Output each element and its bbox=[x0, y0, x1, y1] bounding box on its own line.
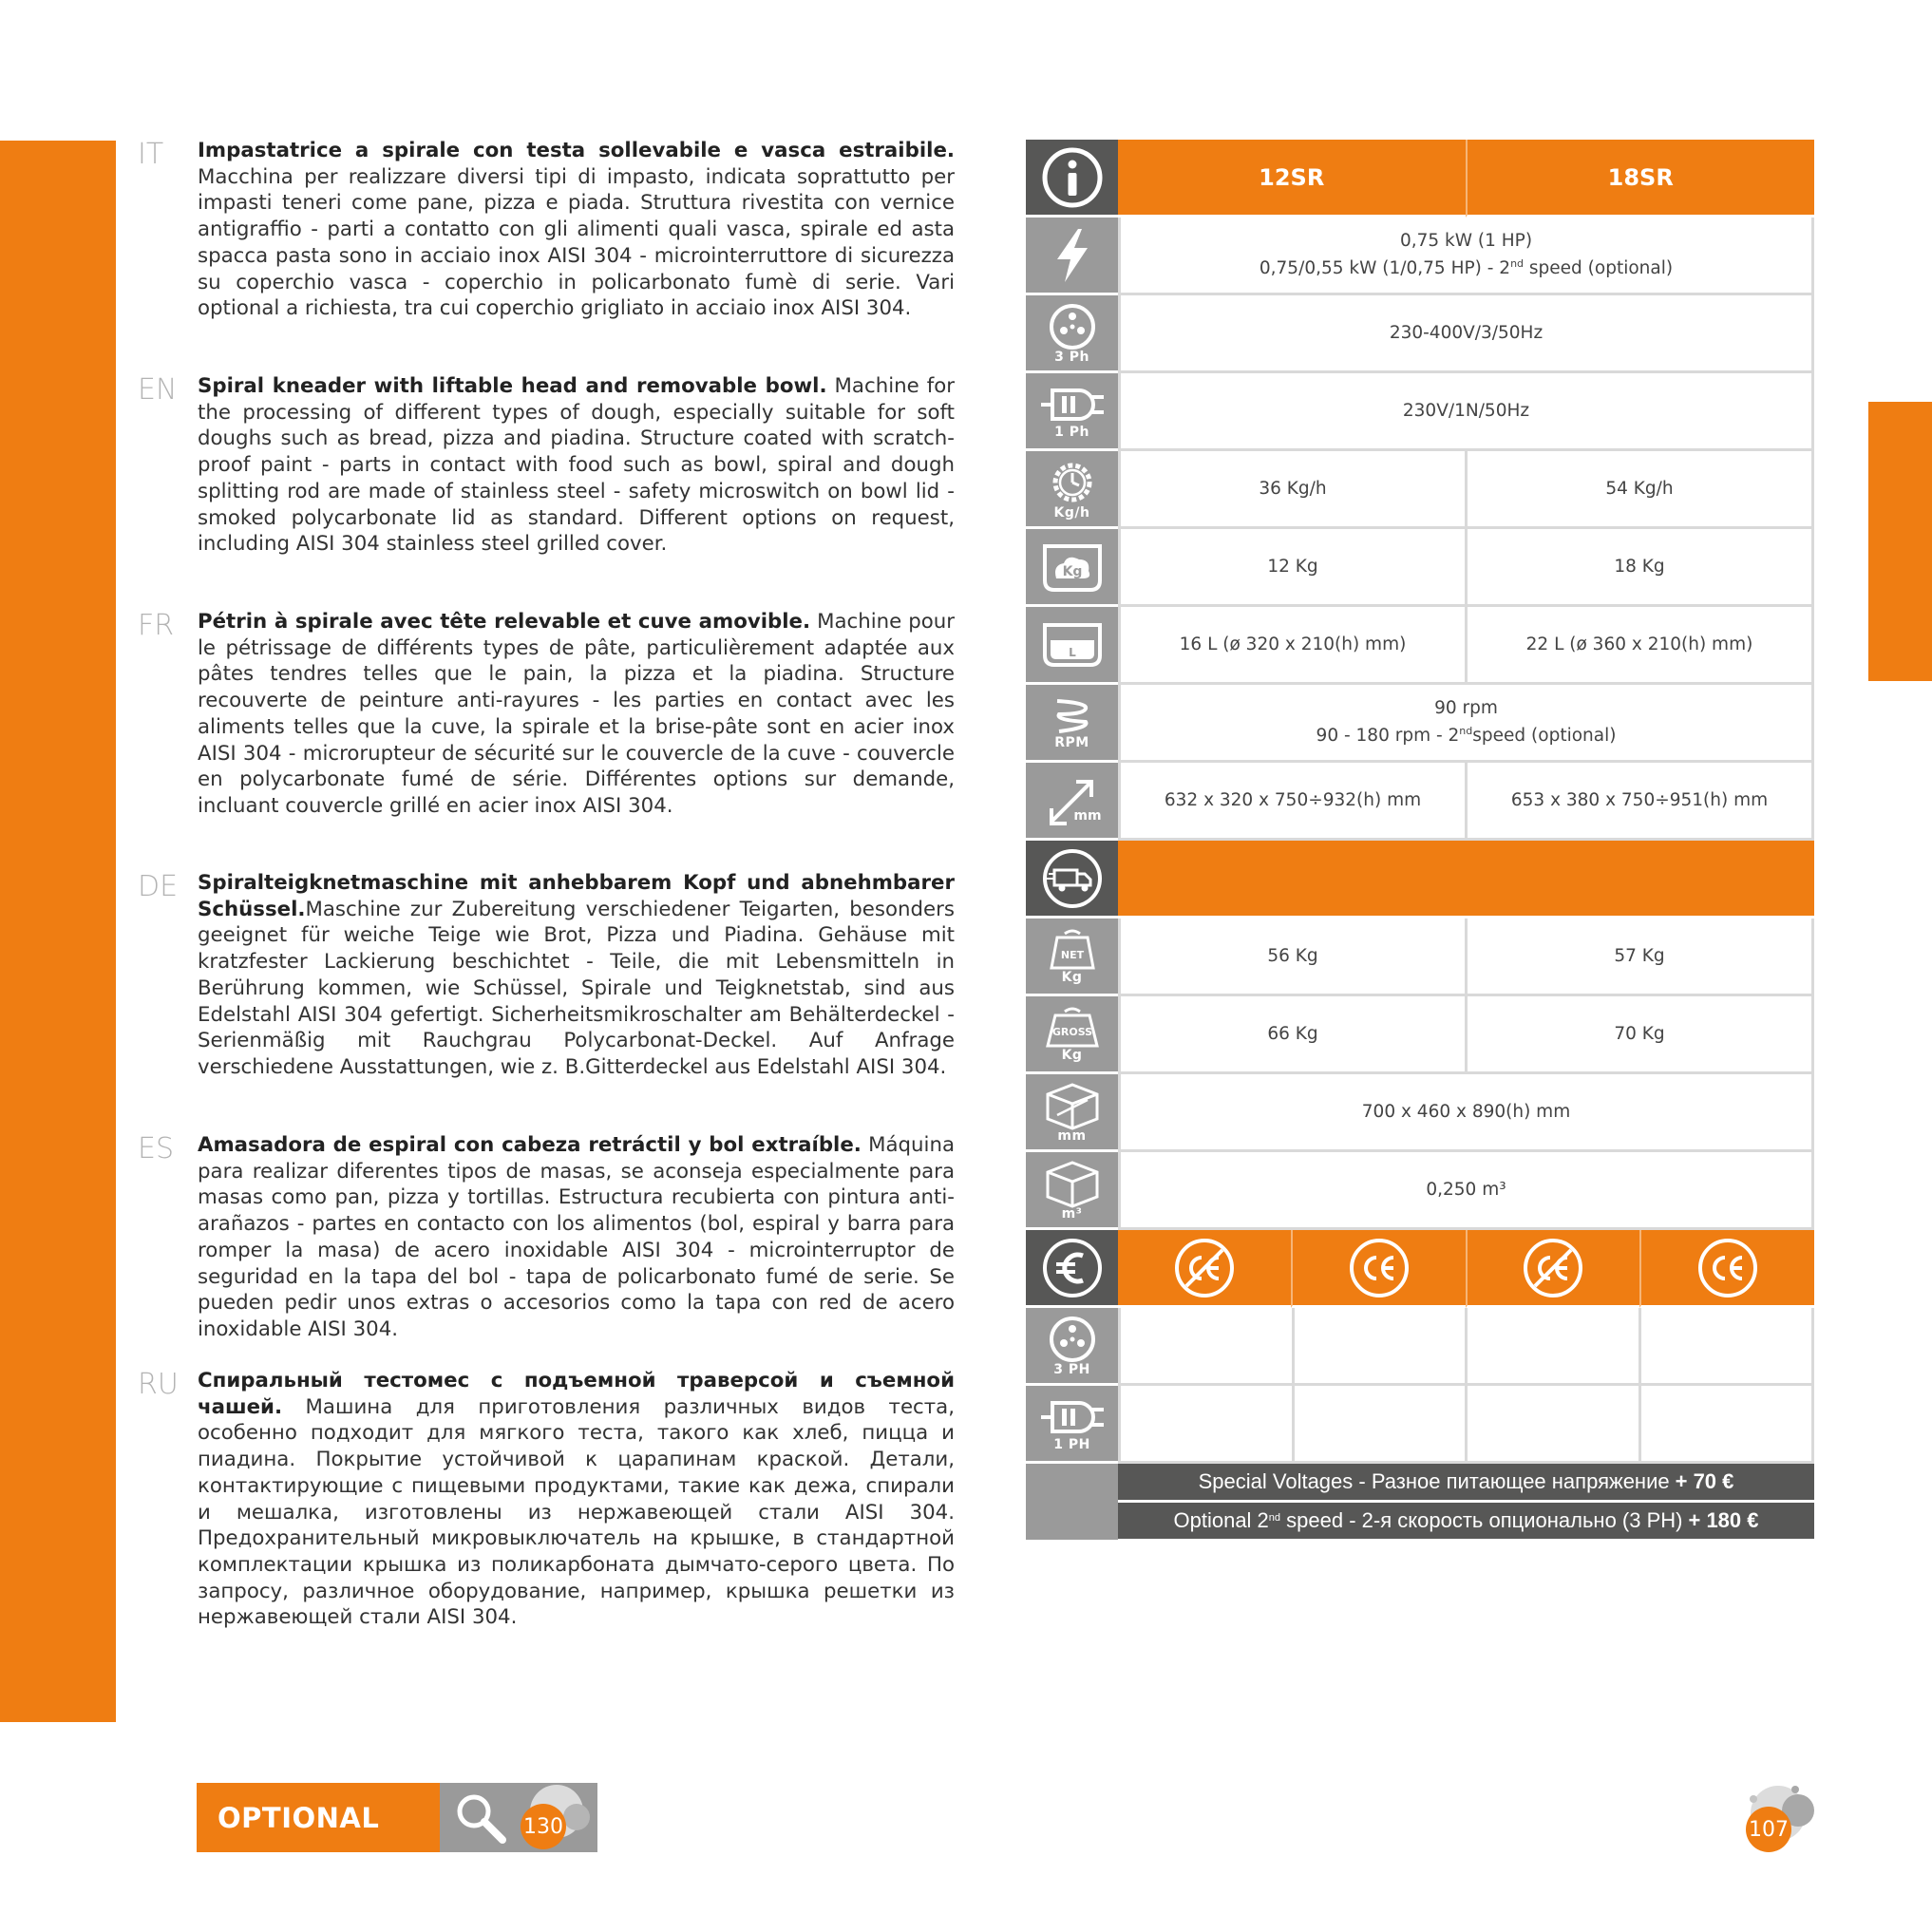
left-accent-bar bbox=[0, 141, 116, 1722]
lang-body: Maschine zur Zubereitung verschiedener Teigarten, besonders geeignet für weiche Teige wie Brot, Pizza und Piadina. Gehäuse mit kratzfester Lackierung beschichtet - Teile, die mit Lebensmitteln in Berührung kommen, wie Schüssel, Spirale und Teigknetstab, sind aus Edelstahl AISI 304 gefertigt. Sicherheitsmikroschalter am Behälterdeckel - Serienmäßig mit Rauchgrau Polycarbonat-Deckel. Auf Anfrage verschiedene Ausstattungen, wie z. B.Gitterdeckel aus Edelstahl AISI 304. bbox=[198, 897, 955, 1079]
lang-body: Macchina per realizzare diversi tipi di impasto, indicata soprattutto per impasti teneri come pane, pizza e piada. Struttura rivestita con vernice antigraffio - parti a contatto con gli alimenti quali vasca, spirale ed asta spacca pasta sono in acciaio inox AISI 304 - microinterruttore di sicurezza su coperchio vasca - coperchio in policarbonato fumè di serie. Vari optional a richiesta, tra cui coperchio grigliato in acciaio inox AISI 304. bbox=[198, 164, 955, 321]
icon-label: Kg bbox=[1061, 969, 1083, 985]
lang-title: Спиральный тестомес с подъемной траверсой и съемной чашей. bbox=[198, 1369, 955, 1419]
lang-title: Spiral kneader with liftable head and removable bowl. bbox=[198, 374, 827, 398]
power-value bbox=[1118, 218, 1814, 295]
lang-title: Pétrin à spirale avec tête relevable et cuve amovible. bbox=[198, 610, 811, 634]
power-text: 0,75/0,55 kW (1/0,75 HP) - 2 bbox=[1259, 258, 1511, 278]
gross-weight-18sr: 70 Kg bbox=[1465, 996, 1814, 1074]
rpm-text: speed (optional) bbox=[1472, 726, 1617, 746]
icon-label: m³ bbox=[1061, 1205, 1083, 1222]
icon-label: Kg/h bbox=[1053, 504, 1090, 521]
rpm-text: 90 - 180 rpm - 2 bbox=[1316, 726, 1460, 746]
decor-dot bbox=[1750, 1795, 1757, 1803]
lang-code: RU bbox=[138, 1368, 179, 1401]
rpm-line-2 bbox=[1316, 720, 1617, 748]
special-voltages-note bbox=[1118, 1464, 1814, 1500]
price-cell bbox=[1638, 1386, 1815, 1464]
price-header-row bbox=[1026, 1230, 1814, 1308]
no-ce-mark-icon bbox=[1118, 1230, 1291, 1308]
power-text: speed (optional) bbox=[1524, 258, 1674, 278]
model-12sr: 12SR bbox=[1118, 140, 1466, 218]
table-row bbox=[1026, 996, 1814, 1074]
lang-text bbox=[198, 373, 955, 558]
icon-label: mm bbox=[1057, 1127, 1087, 1144]
packing-volume: 0,250 m³ bbox=[1118, 1152, 1814, 1230]
price-cell bbox=[1465, 1308, 1638, 1386]
note-text-part: speed - 2-я скорость опционально (3 PH) bbox=[1280, 1508, 1683, 1532]
note-text bbox=[1174, 1508, 1683, 1533]
optional-link[interactable]: OPTIONAL bbox=[197, 1783, 440, 1852]
note-price: + 180 € bbox=[1688, 1508, 1759, 1532]
lang-text bbox=[198, 870, 955, 1081]
no-ce-mark-icon bbox=[1466, 1230, 1640, 1308]
rpm-line: 90 rpm bbox=[1434, 698, 1498, 718]
magnifier-icon bbox=[453, 1790, 510, 1847]
table-row bbox=[1026, 451, 1814, 529]
lang-code: FR bbox=[138, 609, 175, 642]
table-row bbox=[1026, 919, 1814, 996]
icon-label: 1 Ph bbox=[1054, 424, 1089, 440]
lang-code: IT bbox=[138, 138, 164, 171]
lang-code: EN bbox=[138, 373, 178, 407]
single-phase-plug-icon bbox=[1026, 1386, 1118, 1464]
gross-weight-icon bbox=[1026, 996, 1118, 1074]
icon-label: 3 PH bbox=[1053, 1361, 1090, 1377]
packing-dimensions: 700 x 460 x 890(h) mm bbox=[1118, 1074, 1814, 1152]
lang-text bbox=[198, 138, 955, 322]
table-row bbox=[1026, 1386, 1814, 1464]
lang-code: ES bbox=[138, 1132, 174, 1165]
power-line: 0,75 kW (1 HP) bbox=[1399, 231, 1533, 251]
table-row bbox=[1026, 373, 1814, 451]
net-weight-18sr: 57 Kg bbox=[1465, 919, 1814, 996]
decor-dot bbox=[563, 1804, 590, 1830]
right-accent-tab bbox=[1868, 402, 1932, 681]
lang-title: Amasadora de espiral con cabeza retráctil y bol extraíble. bbox=[198, 1133, 862, 1157]
package-volume-icon bbox=[1026, 1152, 1118, 1230]
price-cell bbox=[1118, 1386, 1292, 1464]
table-row bbox=[1026, 218, 1814, 295]
table-row bbox=[1026, 763, 1814, 841]
icon-label: 1 PH bbox=[1053, 1436, 1090, 1452]
net-weight-icon bbox=[1026, 919, 1118, 996]
capacity-18sr: 18 Kg bbox=[1465, 529, 1814, 607]
table-row bbox=[1026, 607, 1814, 685]
icon-label: Kg bbox=[1061, 1047, 1083, 1063]
production-18sr: 54 Kg/h bbox=[1465, 451, 1814, 529]
table-row bbox=[1026, 685, 1814, 763]
ce-mark-icon bbox=[1291, 1230, 1466, 1308]
superscript: nd bbox=[1459, 725, 1473, 737]
lang-code: DE bbox=[138, 870, 179, 903]
decor-dot bbox=[1791, 1786, 1799, 1793]
single-phase-plug-icon bbox=[1026, 373, 1118, 451]
delivery-truck-icon bbox=[1026, 841, 1118, 919]
table-row bbox=[1026, 1152, 1814, 1230]
table-row bbox=[1026, 1308, 1814, 1386]
bowl-12sr: 16 L (ø 320 x 210(h) mm) bbox=[1118, 607, 1465, 685]
shipping-header-row bbox=[1026, 841, 1814, 919]
superscript: nd bbox=[1510, 257, 1525, 270]
lang-text bbox=[198, 609, 955, 820]
lang-title: Spiralteigknetmaschine mit anhebbarem Kopf und abnehmbarer Schüssel. bbox=[198, 871, 955, 921]
icon-text: Kg bbox=[1062, 563, 1082, 579]
note-text-part: Optional 2 bbox=[1173, 1508, 1269, 1532]
note-price: + 70 € bbox=[1675, 1469, 1734, 1493]
dimensions-arrow-icon bbox=[1026, 763, 1118, 841]
dimensions-18sr: 653 x 380 x 750÷951(h) mm bbox=[1465, 763, 1814, 841]
price-cell bbox=[1292, 1308, 1466, 1386]
bowl-volume-icon bbox=[1026, 607, 1118, 685]
model-18sr: 18SR bbox=[1466, 140, 1815, 218]
production-12sr: 36 Kg/h bbox=[1118, 451, 1465, 529]
lang-body: Machine pour le pétrissage de différents types de pâte, particulièrement adaptée aux pâtes tendres telles que le pain, la pizza et la piadina. Structure recouverte de peinture anti-rayures - les parties en contact avec les aliments telles que la cuve, la spirale et la brise-pâte sont en acier inox AISI 304 - microrupteur de sécurité sur le couvercle de la cuve - couvercle en polycarbonate fumé de série. Différentes options sur demande, incluant couvercle grillé en acier inox AISI 304. bbox=[198, 610, 956, 818]
production-gear-icon bbox=[1026, 451, 1118, 529]
icon-text: GROSS bbox=[1051, 1025, 1092, 1038]
lang-title: Impastatrice a spirale con testa sollevabile e vasca estraibile. bbox=[198, 139, 955, 162]
price-cell bbox=[1292, 1386, 1466, 1464]
lightning-icon bbox=[1026, 218, 1118, 295]
dimensions-12sr: 632 x 320 x 750÷932(h) mm bbox=[1118, 763, 1465, 841]
lang-text bbox=[198, 1368, 955, 1631]
lang-body: Машина для приготовления различных видов теста, особенно подходит для мягкого теста, такого как хлеб, пицца и пиадина. Покрытие устойчивой к царапинам краской. Детали, контактирующие с пищевыми продуктами, такие как дежа, спирали и мешалка, изготовлены из нержавеющей стали AISI 304. Предохранительный микровыключатель на крышке, в стандартной комплектации крышка из поликарбоната дымчато-серого цвета. По запросу, различное оборудование, например, крышка решетки из нержавеющей стали AISI 304. bbox=[198, 1394, 955, 1630]
package-dimensions-icon bbox=[1026, 1074, 1118, 1152]
optional-link-panel[interactable] bbox=[440, 1783, 597, 1852]
table-row bbox=[1026, 295, 1814, 373]
table-header-row bbox=[1026, 140, 1814, 218]
icon-label: RPM bbox=[1054, 734, 1089, 750]
spiral-rpm-icon bbox=[1026, 685, 1118, 763]
three-phase-plug-icon bbox=[1026, 295, 1118, 373]
notes-side-fill bbox=[1026, 1464, 1118, 1540]
superscript: nd bbox=[1268, 1512, 1281, 1524]
icon-text: mm bbox=[1072, 807, 1102, 824]
voltage-1ph: 230V/1N/50Hz bbox=[1118, 373, 1814, 451]
icon-text: NET bbox=[1060, 948, 1084, 961]
table-row bbox=[1026, 1074, 1814, 1152]
rpm-value bbox=[1118, 685, 1814, 763]
second-speed-note bbox=[1118, 1503, 1814, 1539]
price-cell bbox=[1465, 1386, 1638, 1464]
power-line-2 bbox=[1260, 253, 1673, 280]
shipping-header-empty bbox=[1118, 841, 1814, 919]
price-cell bbox=[1118, 1308, 1292, 1386]
optional-page-number: 130 bbox=[521, 1804, 566, 1849]
price-cell bbox=[1638, 1308, 1815, 1386]
lang-body: Machine for the processing of different types of dough, especially suitable for soft doughs such as bread, pizza and piadina. Structure coated with scratch-proof paint - parts in contact with food such as bowl, spiral and dough splitting rod are made of stainless steel - safety microswitch on bowl lid - smoked polycarbonate lid as standard. Different options on request, including AISI 304 stainless steel grilled cover. bbox=[198, 374, 955, 557]
ce-mark-icon bbox=[1639, 1230, 1814, 1308]
lang-text bbox=[198, 1132, 955, 1343]
bowl-18sr: 22 L (ø 360 x 210(h) mm) bbox=[1465, 607, 1814, 685]
dough-capacity-icon bbox=[1026, 529, 1118, 607]
euro-icon bbox=[1026, 1230, 1118, 1308]
page-number: 107 bbox=[1746, 1807, 1791, 1852]
net-weight-12sr: 56 Kg bbox=[1118, 919, 1465, 996]
three-phase-plug-icon bbox=[1026, 1308, 1118, 1386]
gross-weight-12sr: 66 Kg bbox=[1118, 996, 1465, 1074]
info-icon bbox=[1026, 140, 1118, 218]
lang-body: Máquina para realizar diferentes tipos de masas, se aconseja especialmente para masas como pan, pizza y tortillas. Estructura recubierta con pintura anti-arañazos - partes en contacto con los alimentos (bol, espiral y barra para romper la masa) de acero inoxidable AISI 304 - microinterruptor de seguridad en la tapa del bol - tapa de policarbonato fumé de serie. Se pueden pedir unos extras o accesorios como la tapa con red de acero inoxidable AISI 304. bbox=[198, 1133, 955, 1341]
capacity-12sr: 12 Kg bbox=[1118, 529, 1465, 607]
icon-text: L bbox=[1068, 645, 1076, 659]
note-text: Special Voltages - Разное питающее напряжение bbox=[1198, 1469, 1670, 1493]
table-row bbox=[1026, 529, 1814, 607]
icon-label: 3 Ph bbox=[1054, 349, 1089, 365]
voltage-3ph: 230-400V/3/50Hz bbox=[1118, 295, 1814, 373]
